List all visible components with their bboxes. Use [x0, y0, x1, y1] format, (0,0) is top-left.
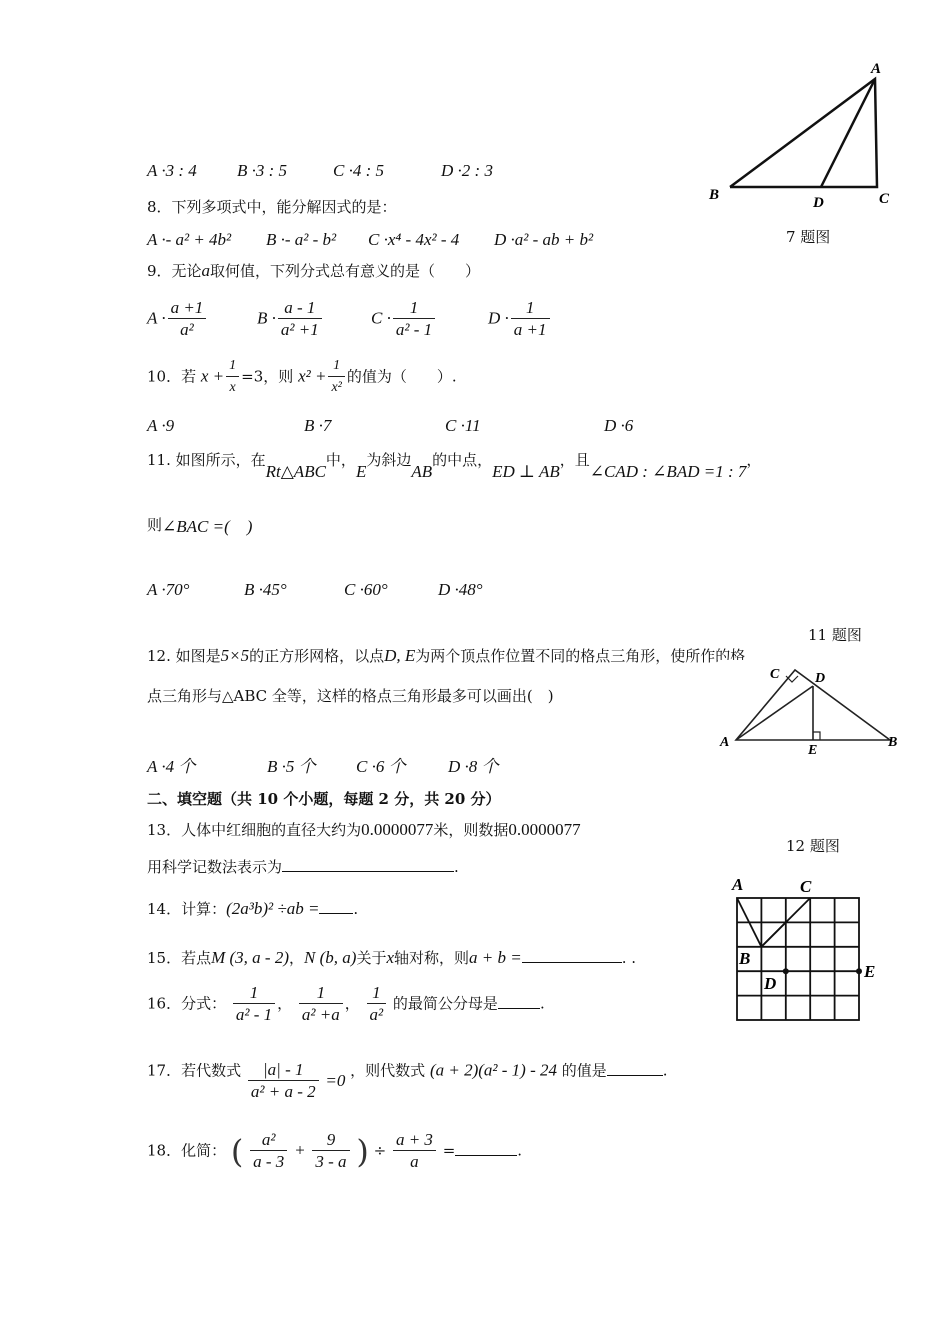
q12-stem: 12. 如图是5×5的正方形网格，以点D, E为两个顶点作位置不同的格点三角形，使所作的格	[147, 646, 746, 665]
figure-11-caption: 11 题图	[808, 626, 862, 644]
fig7-label-d: D	[813, 195, 824, 211]
fig12-label-b: B	[739, 949, 751, 968]
q8-option-a: A ·- a² + 4b²	[147, 230, 232, 249]
q10-option-c: C ·11	[445, 416, 481, 435]
q7-option-a: A ·3 : 4	[147, 161, 197, 180]
fig7-label-c: C	[879, 191, 890, 207]
fig11-label-c: C	[770, 667, 780, 682]
fig11-label-b: B	[888, 735, 898, 750]
q12-option-a: A ·4 个	[147, 757, 196, 776]
figure-7-triangle	[705, 55, 905, 215]
q11-option-c: C ·60°	[344, 580, 388, 599]
q10-stem: 10．若 x + $\frac{1}{x}$ =3，则 x² + $\frac{1}{\text{x²}}$ 的值为（ ）.	[147, 358, 457, 395]
q11-option-b: B ·45°	[244, 580, 287, 599]
q13-question: 用科学记数法表示为 .	[147, 858, 459, 876]
q17-stem: 17．若代数式 $\frac{|a| - 1}{\text{a² + a - 2}}$ =0 ，则代数式 (a + 2)(a² - 1) - 24 的值是 .	[147, 1060, 668, 1101]
q16-stem: 16．分式： $\frac{1}{\text{a² - 1}}$ ， $\frac{1}{\text{a² +a}}$ ， $\frac{1}{\text{a²}}$ 的最简公分母是 .	[147, 983, 545, 1024]
fig12-label-a: A	[732, 875, 744, 894]
q18-stem: 18．化简： ( $\frac{\text{a²}}{a - 3}$ + $\frac{9}{3 - a}$ ) ÷ $\frac{a + 3}{a}$ = .	[147, 1130, 523, 1171]
fig7-label-b: B	[709, 187, 720, 203]
fig7-label-a: A	[871, 61, 882, 77]
q15-stem: 15．若点M (3, a - 2)，N (b, a)关于x轴对称，则a + b = . .	[147, 948, 637, 967]
q9-option-c: C · $\frac{1}{\text{a² - 1}}$	[371, 298, 437, 341]
q8-option-b: B ·- a² - b²	[266, 230, 337, 249]
figure-7-caption: 7 题图	[786, 228, 831, 246]
q13-stem: 13．人体中红细胞的直径大约为0.0000077米，则数据0.0000077	[147, 820, 581, 839]
section-2-heading: 二、填空题（共 10 个小题，每题 2 分，共 20 分）	[147, 790, 501, 808]
q10-option-d: D ·6	[604, 416, 634, 435]
q9-option-d: D · $\frac{1}{a +1}$	[488, 298, 552, 341]
fig12-label-e: E	[864, 962, 876, 981]
fig11-label-e: E	[808, 743, 818, 758]
q8-option-d: D ·a² - ab + b²	[494, 230, 594, 249]
q9-option-a: A · $\frac{a +1}{\text{a²}}$	[147, 298, 208, 341]
q8-option-c: C ·x⁴ - 4x² - 4	[368, 230, 460, 249]
q12-option-b: B ·5 个	[267, 757, 316, 776]
fig11-label-d: D	[815, 671, 826, 686]
fig12-label-c: C	[800, 877, 812, 896]
q10-option-b: B ·7	[304, 416, 332, 435]
q7-option-d: D ·2 : 3	[441, 161, 493, 180]
q12-option-c: C ·6 个	[356, 757, 406, 776]
q9-option-b: B · $\frac{a - 1}{\text{a² +1}}$	[257, 298, 324, 341]
q10-option-a: A ·9	[147, 416, 175, 435]
q11-question: 则∠BAC =( )	[147, 516, 253, 536]
q14-stem: 14．计算：(2a³b)² ÷ab = .	[147, 899, 359, 918]
q11-option-d: D ·48°	[438, 580, 483, 599]
q8-stem: 8．下列多项式中，能分解因式的是：	[147, 198, 397, 216]
q11-option-a: A ·70°	[147, 580, 190, 599]
q12-option-d: D ·8 个	[448, 757, 499, 776]
figure-12-grid	[722, 870, 882, 1025]
q7-option-c: C ·4 : 5	[333, 161, 384, 180]
q12-question: 点三角形与△ABC 全等，这样的格点三角形最多可以画出( )	[147, 687, 554, 705]
figure-11-triangle	[718, 660, 908, 760]
figure-12-caption: 12 题图	[786, 837, 840, 855]
fig12-label-d: D	[764, 974, 777, 993]
q7-option-b: B ·3 : 5	[237, 161, 288, 180]
q9-stem: 9．无论a取何值，下列分式总有意义的是（ ）	[147, 261, 481, 280]
fig11-label-a: A	[720, 735, 730, 750]
q11-stem: 11. 如图所示，在Rt△ABC中，E为斜边AB的中点，ED ⊥ AB，且∠CAD : ∠BAD =1 : 7，	[147, 451, 762, 481]
